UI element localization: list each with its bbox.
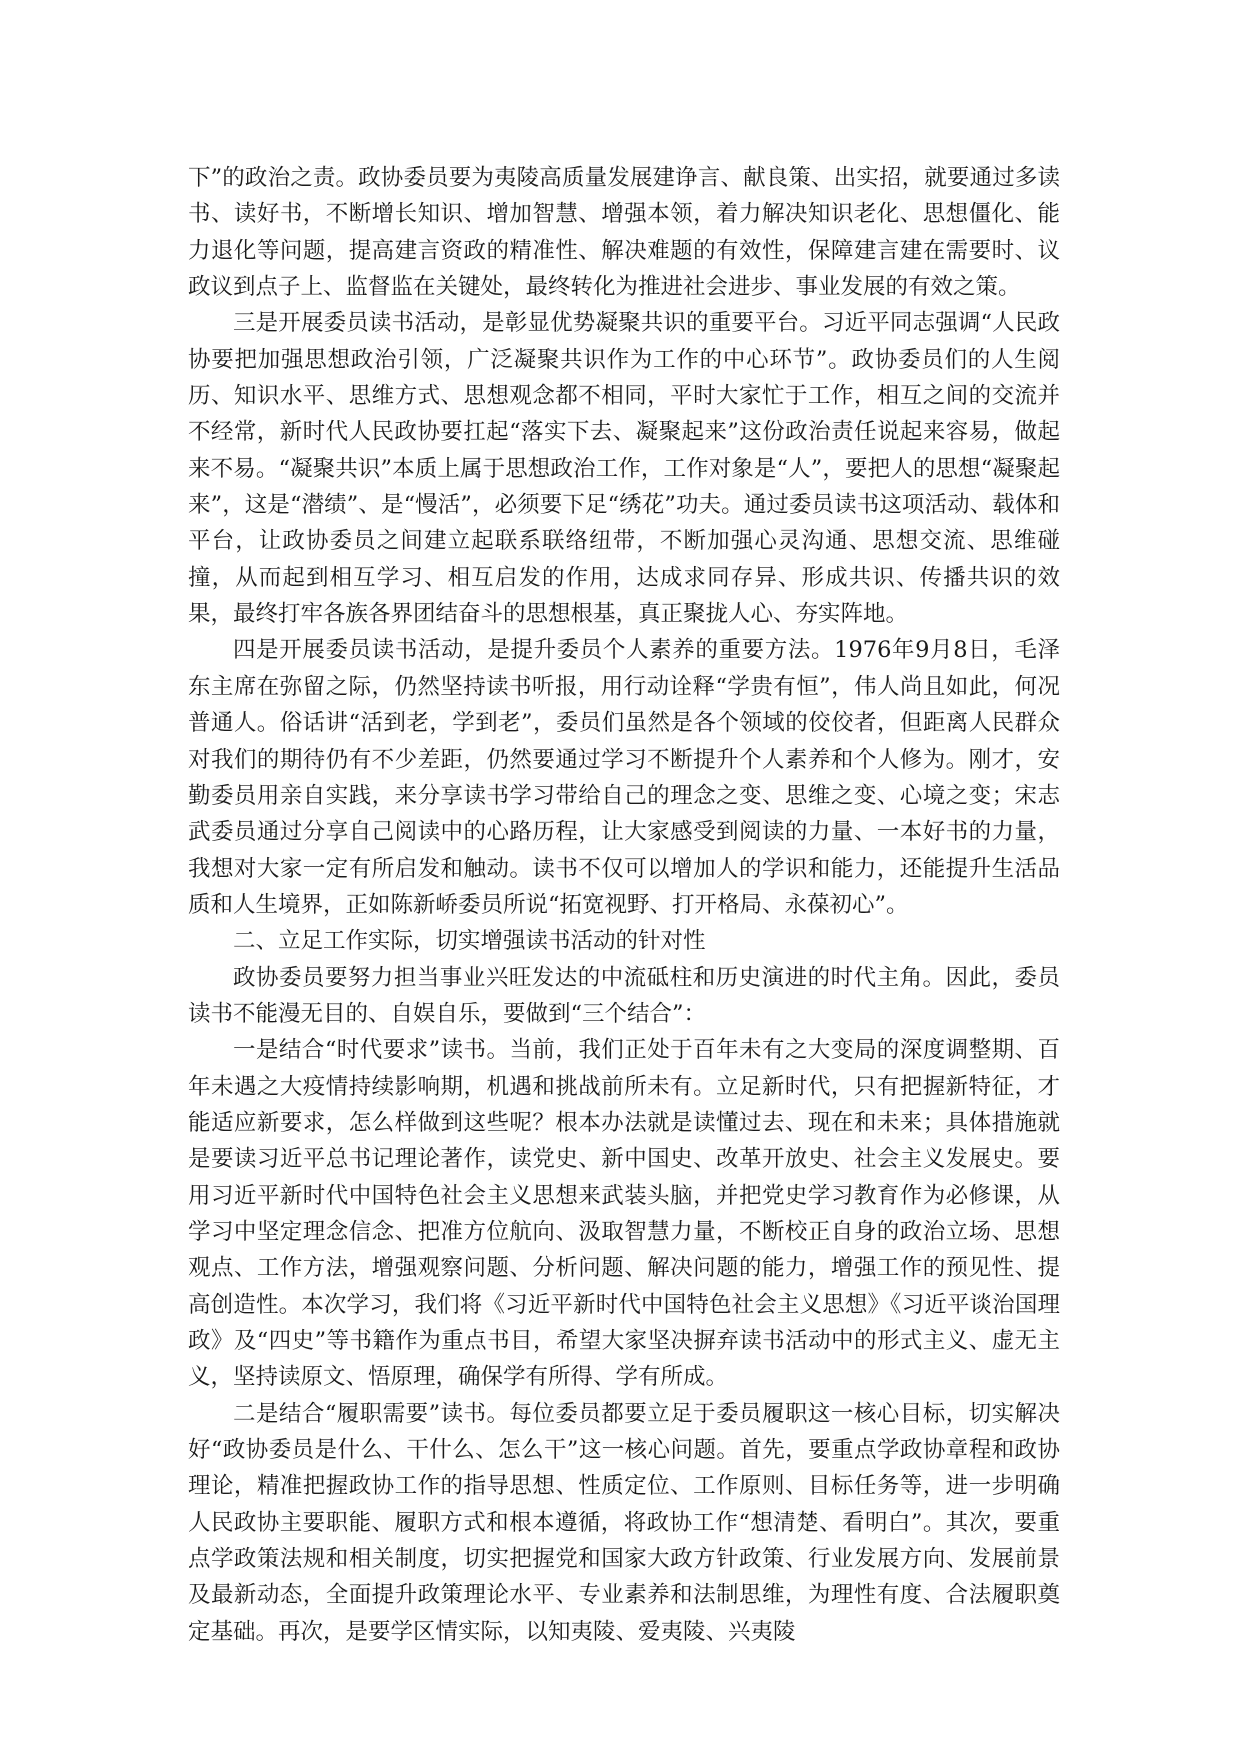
body-text bbox=[188, 160, 1060, 1650]
section-heading: 二、立足工作实际，切实增强读书活动的针对性 bbox=[233, 928, 706, 955]
paragraph: 三是开展委员读书活动，是彰显优势凝聚共识的重要平台。习近平同志强调“人民政协要把加强思想政治引领，广泛凝聚共识作为工作的中心环节”。政协委员们的人生阅历、知识水平、思维方式、思想观念都不相同，平时大家忙于工作，相互之间的交流并不经常，新时代人民政协要扛起“落实下去、凝聚起来”这份政治责任说起来容易，做起来不易。“凝聚共识”本质上属于思想政治工作，工作对象是“人”，要把人的思想“凝聚起来”，这是“潜绩”、是“慢活”，必须要下足“绣花”功夫。通过委员读书这项活动、载体和平台，让政协委员之间建立起联系联络纽带，不断加强心灵沟通、思想交流、思维碰撞，从而起到相互学习、相互启发的作用，达成求同存异、形成共识、传播共识的效果，最终打牢各族各界团结奋斗的思想根基，真正聚拢人心、夯实阵地。 bbox=[188, 310, 1060, 628]
paragraph: 一是结合“时代要求”读书。当前，我们正处于百年未有之大变局的深度调整期、百年未遇之大疫情持续影响期，机遇和挑战前所未有。立足新时代，只有把握新特征，才能适应新要求，怎么样做到这些呢？根本办法就是读懂过去、现在和未来；具体措施就是要读习近平总书记理论著作，读党史、新中国史、改革开放史、社会主义发展史。要用习近平新时代中国特色社会主义思想来武装头脑，并把党史学习教育作为必修课，从学习中坚定理念信念、把准方位航向、汲取智慧力量，不断校正自身的政治立场、思想观点、工作方法，增强观察问题、分析问题、解决问题的能力，增强工作的预见性、提高创造性。本次学习，我们将《习近平新时代中国特色社会主义思想》《习近平谈治国理政》及“四史”等书籍作为重点书目，希望大家坚决摒弃读书活动中的形式主义、虚无主义，坚持读原文、悟原理，确保学有所得、学有所成。 bbox=[188, 1037, 1060, 1391]
paragraph: 四是开展委员读书活动，是提升委员个人素养的重要方法。1976年9月8日，毛泽东主席在弥留之际，仍然坚持读书听报，用行动诠释“学贵有恒”，伟人尚且如此，何况普通人。俗话讲“活到老，学到老”，委员们虽然是各个领域的佼佼者，但距离人民群众对我们的期待仍有不少差距，仍然要通过学习不断提升个人素养和个人修为。刚才，安勤委员用亲自实践，来分享读书学习带给自己的理念之变、思维之变、心境之变；宋志武委员通过分享自己阅读中的心路历程，让大家感受到阅读的力量、一本好书的力量，我想对大家一定有所启发和触动。读书不仅可以增加人的学识和能力，还能提升生活品质和人生境界，正如陈新峤委员所说“拓宽视野、打开格局、永葆初心”。 bbox=[188, 637, 1060, 918]
paragraph: 二是结合“履职需要”读书。每位委员都要立足于委员履职这一核心目标，切实解决好“政协委员是什么、干什么、怎么干”这一核心问题。首先，要重点学政协章程和政协理论，精准把握政协工作的指导思想、性质定位、工作原则、目标任务等，进一步明确人民政协主要职能、履职方式和根本遵循，将政协工作“想清楚、看明白”。其次，要重点学政策法规和相关制度，切实把握党和国家大政方针政策、行业发展方向、发展前景及最新动态，全面提升政策理论水平、专业素养和法制思维，为理性有度、合法履职奠定基础。再次，是要学区情实际，以知夷陵、爱夷陵、兴夷陵 bbox=[188, 1400, 1060, 1645]
paragraph: 下”的政治之责。政协委员要为夷陵高质量发展建诤言、献良策、出实招，就要通过多读书、读好书，不断增长知识、增加智慧、增强本领，着力解决知识老化、思想僵化、能力退化等问题，提高建言资政的精准性、解决难题的有效性，保障建言建在需要时、议政议到点子上、监督监在关键处，最终转化为推进社会进步、事业发展的有效之策。 bbox=[188, 165, 1060, 301]
paragraph: 政协委员要努力担当事业兴旺发达的中流砥柱和历史演进的时代主角。因此，委员读书不能漫无目的、自娱自乐，要做到“三个结合”： bbox=[188, 964, 1060, 1027]
